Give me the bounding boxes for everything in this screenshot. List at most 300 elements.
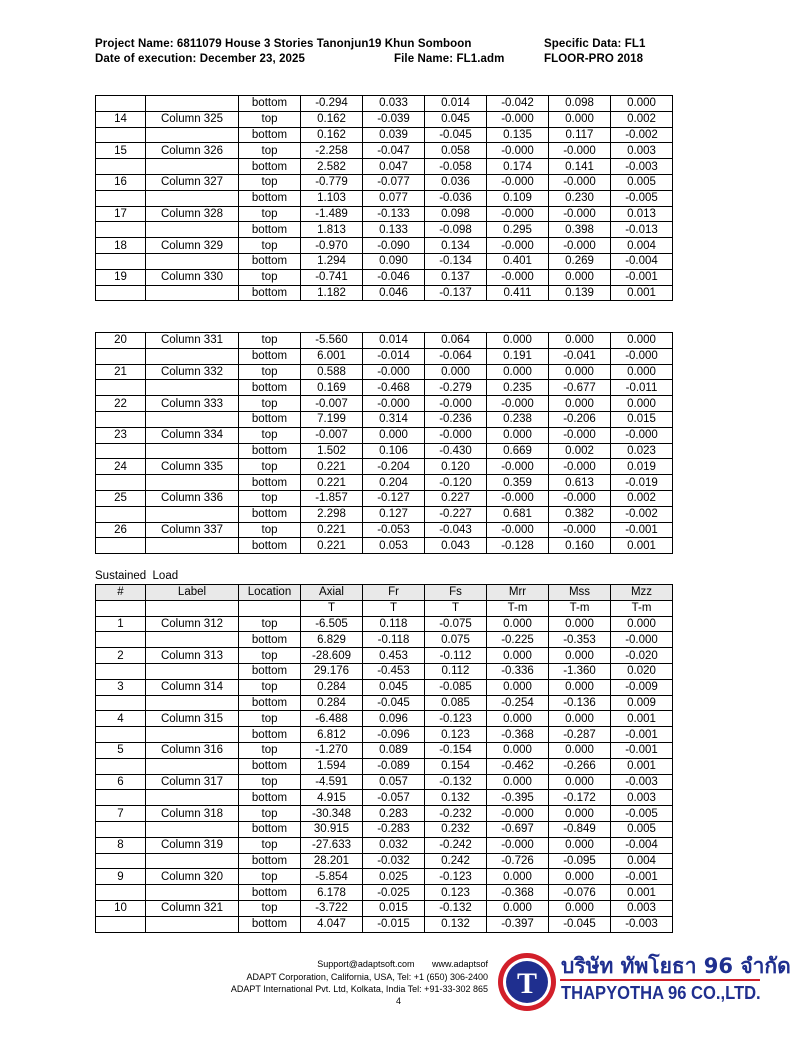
table-cell: 0.045 — [363, 679, 425, 695]
table-cell: -0.206 — [549, 411, 611, 427]
footer-contact — [231, 958, 488, 996]
table-cell: 0.398 — [549, 222, 611, 238]
unit-cell — [239, 600, 301, 616]
table-row — [96, 206, 673, 222]
table-cell: -0.000 — [487, 459, 549, 475]
table-cell: bottom — [239, 663, 301, 679]
table-cell: -28.609 — [301, 648, 363, 664]
table-cell: -0.172 — [549, 790, 611, 806]
table-cell: 6.001 — [301, 348, 363, 364]
table-cell: -0.053 — [363, 522, 425, 538]
table-cell: -0.013 — [611, 222, 673, 238]
table-cell — [146, 222, 239, 238]
table-cell: -3.722 — [301, 900, 363, 916]
table-row — [96, 380, 673, 396]
unit-cell: T-m — [487, 600, 549, 616]
table-cell: -0.468 — [363, 380, 425, 396]
table-cell: -0.462 — [487, 758, 549, 774]
table-cell: 0.000 — [487, 774, 549, 790]
table-cell: -0.225 — [487, 632, 549, 648]
table-cell: 0.118 — [363, 616, 425, 632]
table-cell: -0.136 — [549, 695, 611, 711]
table-cell: 0.013 — [611, 206, 673, 222]
table-cell: -0.041 — [549, 348, 611, 364]
table-cell: -0.047 — [363, 143, 425, 159]
table-row — [96, 758, 673, 774]
table-cell: 0.014 — [363, 333, 425, 349]
table-cell: 20 — [96, 333, 146, 349]
table-cell: 0.135 — [487, 127, 549, 143]
table-cell: 0.047 — [363, 159, 425, 175]
table-cell: 22 — [96, 396, 146, 412]
table-cell: 8 — [96, 837, 146, 853]
table-cell: 0.120 — [425, 459, 487, 475]
table-cell: 0.235 — [487, 380, 549, 396]
column-header: # — [96, 585, 146, 601]
table-row — [96, 348, 673, 364]
table-row — [96, 695, 673, 711]
table-cell: 7 — [96, 806, 146, 822]
column-header: Fr — [363, 585, 425, 601]
table-row — [96, 506, 673, 522]
table-cell: -0.075 — [425, 616, 487, 632]
table-cell — [146, 190, 239, 206]
table-cell: 0.057 — [363, 774, 425, 790]
table-cell: 1.182 — [301, 285, 363, 301]
table-cell: 0.000 — [549, 869, 611, 885]
table-cell: 0.002 — [611, 111, 673, 127]
table-cell: -0.000 — [549, 174, 611, 190]
table-cell: -0.697 — [487, 821, 549, 837]
table-cell: 6 — [96, 774, 146, 790]
table-row — [96, 96, 673, 112]
table-cell: 0.000 — [549, 900, 611, 916]
table-cell: -0.397 — [487, 916, 549, 932]
table-cell: 0.005 — [611, 174, 673, 190]
table-cell: 0.004 — [611, 238, 673, 254]
table-cell: -0.002 — [611, 127, 673, 143]
table-cell — [146, 380, 239, 396]
table-cell: 0.000 — [549, 742, 611, 758]
table-row — [96, 916, 673, 932]
table-cell — [146, 506, 239, 522]
table-cell: -30.348 — [301, 806, 363, 822]
table-cell: -1.270 — [301, 742, 363, 758]
table-cell: 0.221 — [301, 459, 363, 475]
table-cell — [146, 253, 239, 269]
unit-cell — [146, 600, 239, 616]
table-cell: 0.089 — [363, 742, 425, 758]
table-cell: 0.133 — [363, 222, 425, 238]
table-cell: -0.090 — [363, 238, 425, 254]
table-cell — [146, 443, 239, 459]
unit-cell: T-m — [549, 600, 611, 616]
table-row — [96, 443, 673, 459]
table-row — [96, 821, 673, 837]
software-name: FLOOR-PRO 2018 — [544, 53, 644, 65]
table-row — [96, 222, 673, 238]
table-cell: -0.970 — [301, 238, 363, 254]
table-cell: top — [239, 269, 301, 285]
table-cell: 0.141 — [549, 159, 611, 175]
table-cell: -0.000 — [487, 206, 549, 222]
table-cell: -0.123 — [425, 869, 487, 885]
table-cell: 1 — [96, 616, 146, 632]
table-cell: top — [239, 774, 301, 790]
table-cell: -0.368 — [487, 885, 549, 901]
table-cell — [146, 885, 239, 901]
table-cell: 0.000 — [425, 364, 487, 380]
table-cell: 0.039 — [363, 127, 425, 143]
table-cell: Column 337 — [146, 522, 239, 538]
table-cell: 0.000 — [487, 427, 549, 443]
table-cell: Column 325 — [146, 111, 239, 127]
table-cell: -0.000 — [549, 490, 611, 506]
table-cell: 0.064 — [425, 333, 487, 349]
table-cell: -0.077 — [363, 174, 425, 190]
table-cell: 7.199 — [301, 411, 363, 427]
table-cell: -0.095 — [549, 853, 611, 869]
table-row — [96, 806, 673, 822]
table-cell: 0.005 — [611, 821, 673, 837]
table-cell: -0.849 — [549, 821, 611, 837]
table-cell — [96, 885, 146, 901]
table-cell: 0.162 — [301, 127, 363, 143]
table-row — [96, 396, 673, 412]
table-cell: bottom — [239, 190, 301, 206]
table-cell: -0.000 — [487, 837, 549, 853]
table-cell: top — [239, 396, 301, 412]
table-cell: 1.294 — [301, 253, 363, 269]
table-row — [96, 459, 673, 475]
table-cell: top — [239, 238, 301, 254]
table-cell — [146, 758, 239, 774]
table-cell: -0.045 — [549, 916, 611, 932]
table-cell — [96, 695, 146, 711]
table-cell: Column 336 — [146, 490, 239, 506]
table-cell: 25 — [96, 490, 146, 506]
table-cell: -0.032 — [363, 853, 425, 869]
table-cell: -0.045 — [425, 127, 487, 143]
table-cell: bottom — [239, 916, 301, 932]
table-cell: bottom — [239, 727, 301, 743]
table-cell: 0.000 — [549, 837, 611, 853]
table-cell: bottom — [239, 821, 301, 837]
table-cell: 0.112 — [425, 663, 487, 679]
table-cell: top — [239, 679, 301, 695]
table-cell: -0.137 — [425, 285, 487, 301]
unit-cell: T — [363, 600, 425, 616]
table-cell: -0.000 — [549, 522, 611, 538]
table-cell: -0.098 — [425, 222, 487, 238]
table-cell: -6.488 — [301, 711, 363, 727]
table-cell: 0.001 — [611, 538, 673, 554]
table-row — [96, 174, 673, 190]
table-cell — [146, 538, 239, 554]
table-units-row — [96, 600, 673, 616]
footer-international: ADAPT International Pvt. Ltd, Kolkata, India Tel: +91-33-302 865 — [230, 984, 488, 995]
table-cell: 0.023 — [611, 443, 673, 459]
column-header: Mrr — [487, 585, 549, 601]
table-cell: -0.001 — [611, 522, 673, 538]
table-cell: 1.594 — [301, 758, 363, 774]
table-cell: 0.117 — [549, 127, 611, 143]
table-cell — [146, 96, 239, 112]
table-cell: Column 315 — [146, 711, 239, 727]
table-cell: -0.000 — [425, 396, 487, 412]
table-cell: top — [239, 143, 301, 159]
table-cell: top — [239, 616, 301, 632]
table-cell: -0.045 — [363, 695, 425, 711]
table-cell: -0.001 — [611, 727, 673, 743]
table-cell: -0.003 — [611, 916, 673, 932]
table-cell: 0.014 — [425, 96, 487, 112]
table-cell: 0.000 — [363, 427, 425, 443]
table-cell: 4.047 — [301, 916, 363, 932]
table-cell: 0.001 — [611, 285, 673, 301]
table-cell: 0.036 — [425, 174, 487, 190]
footer-support: Support@adaptsoft.com www.adaptsof — [317, 959, 488, 969]
table-cell: 2.298 — [301, 506, 363, 522]
table-cell: 0.000 — [549, 269, 611, 285]
table-cell: -5.560 — [301, 333, 363, 349]
table-cell: 4.915 — [301, 790, 363, 806]
table-cell — [96, 253, 146, 269]
table-row — [96, 159, 673, 175]
table-cell: -0.128 — [487, 538, 549, 554]
table-cell: 0.295 — [487, 222, 549, 238]
table-row — [96, 143, 673, 159]
table-cell: 3 — [96, 679, 146, 695]
unit-cell — [96, 600, 146, 616]
table-cell: 0.000 — [487, 616, 549, 632]
table-cell: 0.382 — [549, 506, 611, 522]
table-cell: Column 332 — [146, 364, 239, 380]
table-cell: -0.007 — [301, 396, 363, 412]
column-header: Axial — [301, 585, 363, 601]
table-cell: 26 — [96, 522, 146, 538]
table-cell: 0.000 — [549, 774, 611, 790]
table-cell: 0.000 — [611, 616, 673, 632]
table-cell: 0.003 — [611, 790, 673, 806]
table-cell: 2 — [96, 648, 146, 664]
table-cell: 4 — [96, 711, 146, 727]
table-cell: 0.000 — [549, 333, 611, 349]
table-cell: 0.411 — [487, 285, 549, 301]
sustained-load-table — [95, 584, 673, 933]
file-name: File Name: FL1.adm — [394, 53, 505, 65]
table-cell: top — [239, 837, 301, 853]
table-cell: -0.123 — [425, 711, 487, 727]
table-cell: -0.000 — [363, 396, 425, 412]
table-cell: bottom — [239, 253, 301, 269]
table-cell: -0.000 — [549, 427, 611, 443]
table-cell: 0.000 — [549, 364, 611, 380]
table-cell: 0.169 — [301, 380, 363, 396]
table-cell: -0.001 — [611, 869, 673, 885]
table-cell: Column 334 — [146, 427, 239, 443]
table-cell — [96, 758, 146, 774]
table-cell: 0.000 — [611, 364, 673, 380]
table-cell: 0.025 — [363, 869, 425, 885]
table-row — [96, 742, 673, 758]
table-row — [96, 790, 673, 806]
table-cell: 0.227 — [425, 490, 487, 506]
table-cell: Column 321 — [146, 900, 239, 916]
table-cell: 0.000 — [487, 869, 549, 885]
table-cell: 0.284 — [301, 679, 363, 695]
table-cell — [146, 411, 239, 427]
table-cell: 0.123 — [425, 727, 487, 743]
table-cell: 0.314 — [363, 411, 425, 427]
table-cell: Column 335 — [146, 459, 239, 475]
table-cell: 0.106 — [363, 443, 425, 459]
table-cell: bottom — [239, 285, 301, 301]
table-cell: Column 327 — [146, 174, 239, 190]
logo-letter: T — [516, 967, 538, 1000]
table-cell: 19 — [96, 269, 146, 285]
table-cell: -0.368 — [487, 727, 549, 743]
table-cell: 18 — [96, 238, 146, 254]
table-cell: -0.011 — [611, 380, 673, 396]
table-cell: -0.112 — [425, 648, 487, 664]
table-cell — [146, 821, 239, 837]
table-cell: -0.001 — [611, 269, 673, 285]
table-cell: 0.139 — [549, 285, 611, 301]
table-cell: 0.000 — [549, 679, 611, 695]
table-cell: Column 317 — [146, 774, 239, 790]
table-cell — [96, 443, 146, 459]
table-cell: 0.230 — [549, 190, 611, 206]
table-cell: 0.020 — [611, 663, 673, 679]
table-cell: bottom — [239, 885, 301, 901]
table-cell: -0.085 — [425, 679, 487, 695]
table-cell: 0.015 — [611, 411, 673, 427]
table-cell: 0.000 — [487, 364, 549, 380]
table-cell: 1.103 — [301, 190, 363, 206]
table-cell: -0.014 — [363, 348, 425, 364]
table-cell — [96, 285, 146, 301]
table-cell: bottom — [239, 443, 301, 459]
table-cell: 0.096 — [363, 711, 425, 727]
table-cell — [146, 790, 239, 806]
table-cell — [146, 632, 239, 648]
table-cell: -0.064 — [425, 348, 487, 364]
column-header: Location — [239, 585, 301, 601]
table-cell: bottom — [239, 222, 301, 238]
table-cell: -0.046 — [363, 269, 425, 285]
table-cell: top — [239, 900, 301, 916]
table-cell: -0.089 — [363, 758, 425, 774]
table-cell — [146, 727, 239, 743]
table-cell — [146, 285, 239, 301]
table-cell: 0.085 — [425, 695, 487, 711]
table-cell: -0.127 — [363, 490, 425, 506]
table-cell: 0.098 — [425, 206, 487, 222]
table-cell: 23 — [96, 427, 146, 443]
table-cell: bottom — [239, 348, 301, 364]
table-cell: 14 — [96, 111, 146, 127]
table-cell: 0.058 — [425, 143, 487, 159]
table-cell: 0.453 — [363, 648, 425, 664]
table-cell: 0.162 — [301, 111, 363, 127]
execution-date: Date of execution: December 23, 2025 — [95, 53, 306, 65]
table-cell: 0.003 — [611, 900, 673, 916]
table-cell: -0.076 — [549, 885, 611, 901]
unit-cell: T-m — [611, 600, 673, 616]
unit-cell: T — [425, 600, 487, 616]
table-cell: bottom — [239, 127, 301, 143]
table-cell: 0.098 — [549, 96, 611, 112]
table-cell: 0.000 — [549, 111, 611, 127]
table-cell: 0.000 — [611, 96, 673, 112]
table-cell: -1.857 — [301, 490, 363, 506]
table-cell: 1.502 — [301, 443, 363, 459]
table-cell: Column 320 — [146, 869, 239, 885]
table-cell: -0.015 — [363, 916, 425, 932]
table-cell: 0.000 — [487, 333, 549, 349]
table-cell: bottom — [239, 380, 301, 396]
table-cell: Column 318 — [146, 806, 239, 822]
table-cell: 15 — [96, 143, 146, 159]
table-row — [96, 285, 673, 301]
table-cell: 0.000 — [487, 900, 549, 916]
table-cell — [96, 127, 146, 143]
table-cell: bottom — [239, 853, 301, 869]
table-cell — [96, 727, 146, 743]
page-number: 4 — [396, 996, 402, 1006]
table-cell: 0.401 — [487, 253, 549, 269]
table-row — [96, 869, 673, 885]
table-cell: -0.020 — [611, 648, 673, 664]
table-cell: 0.009 — [611, 695, 673, 711]
table-row — [96, 127, 673, 143]
table-cell: -0.058 — [425, 159, 487, 175]
table-cell: bottom — [239, 411, 301, 427]
table-cell: -0.000 — [611, 348, 673, 364]
table-cell: -0.000 — [363, 364, 425, 380]
table-cell: -0.204 — [363, 459, 425, 475]
table-cell: 0.000 — [487, 742, 549, 758]
table-cell: 0.221 — [301, 475, 363, 491]
table-cell: 0.204 — [363, 475, 425, 491]
table-cell: Column 316 — [146, 742, 239, 758]
table-cell: top — [239, 427, 301, 443]
table-cell: -0.007 — [301, 427, 363, 443]
table-cell: 0.191 — [487, 348, 549, 364]
table-cell: 0.132 — [425, 790, 487, 806]
table-cell: 0.000 — [487, 648, 549, 664]
table-cell: 0.043 — [425, 538, 487, 554]
table-cell: -6.505 — [301, 616, 363, 632]
table-row — [96, 885, 673, 901]
table-cell: -0.000 — [425, 427, 487, 443]
table-cell: 0.000 — [549, 648, 611, 664]
table-cell: Column 329 — [146, 238, 239, 254]
table-cell: Column 312 — [146, 616, 239, 632]
table-cell: -0.254 — [487, 695, 549, 711]
table-cell: 0.232 — [425, 821, 487, 837]
table-cell: 0.090 — [363, 253, 425, 269]
table-cell: 0.075 — [425, 632, 487, 648]
table-cell: -0.132 — [425, 774, 487, 790]
table-cell: -0.000 — [487, 174, 549, 190]
table-cell: Column 326 — [146, 143, 239, 159]
table-cell — [96, 190, 146, 206]
table-cell: Column 319 — [146, 837, 239, 853]
table-cell: -0.132 — [425, 900, 487, 916]
table-cell: 0.283 — [363, 806, 425, 822]
